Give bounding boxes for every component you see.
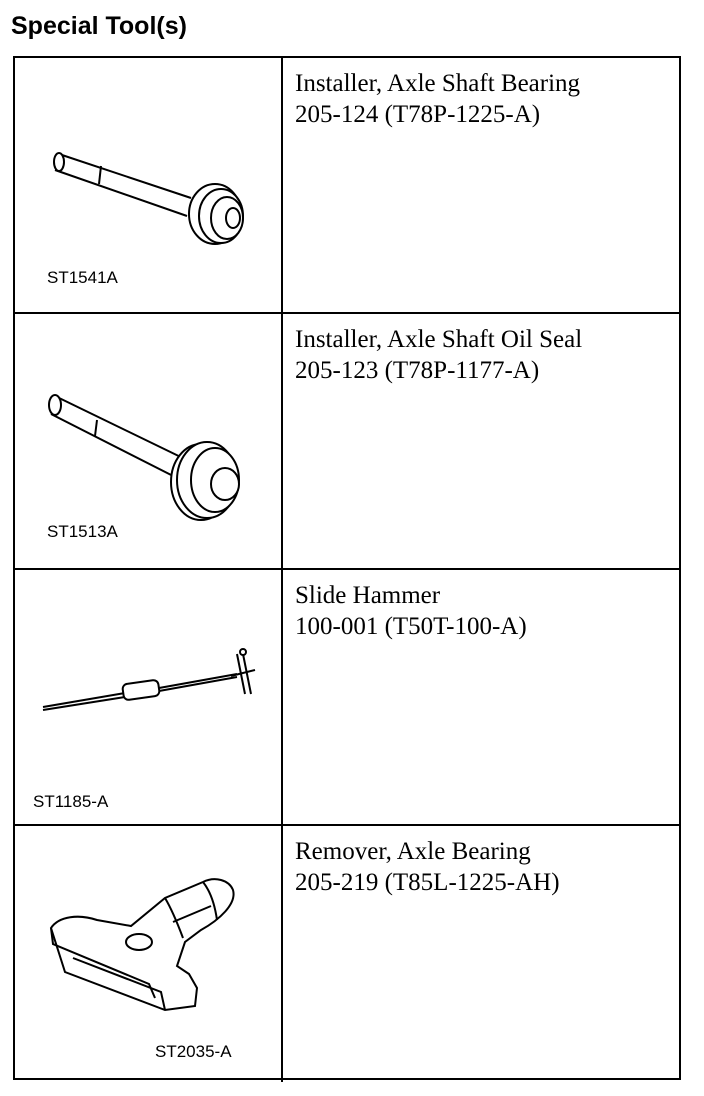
tool-description: [295, 580, 675, 642]
slide-hammer-icon: [15, 570, 281, 824]
tool-image-cell: [15, 826, 283, 1082]
table-row: [15, 570, 679, 826]
tool-number: 100-001 (T50T-100-A): [295, 613, 527, 640]
tool-name: Slide Hammer: [295, 582, 441, 609]
tool-name: Remover, Axle Bearing: [295, 838, 531, 865]
tool-number: 205-123 (T78P-1177-A): [295, 357, 540, 384]
tool-code: ST1513A: [47, 522, 118, 541]
table-row: [15, 314, 679, 570]
tool-image-cell: [15, 570, 283, 824]
tool-description: [295, 836, 675, 898]
page-title: Special Tool(s): [11, 12, 187, 40]
tool-code: ST2035-A: [155, 1042, 232, 1061]
tool-image-cell: [15, 314, 283, 568]
tool-description: [295, 324, 675, 386]
tool-name: Installer, Axle Shaft Bearing: [295, 70, 581, 97]
tool-number: 205-219 (T85L-1225-AH): [295, 869, 560, 896]
tool-name: Installer, Axle Shaft Oil Seal: [295, 326, 583, 353]
tool-image-cell: [15, 58, 283, 312]
table-row: [15, 826, 679, 1082]
table-row: [15, 58, 679, 314]
tool-code: ST1185-A: [33, 792, 109, 811]
tool-description: [295, 68, 675, 130]
tool-number: 205-124 (T78P-1225-A): [295, 101, 541, 128]
tool-code: ST1541A: [47, 268, 118, 287]
special-tools-table: [13, 56, 681, 1080]
axle-bearing-remover-icon: [15, 826, 281, 1080]
